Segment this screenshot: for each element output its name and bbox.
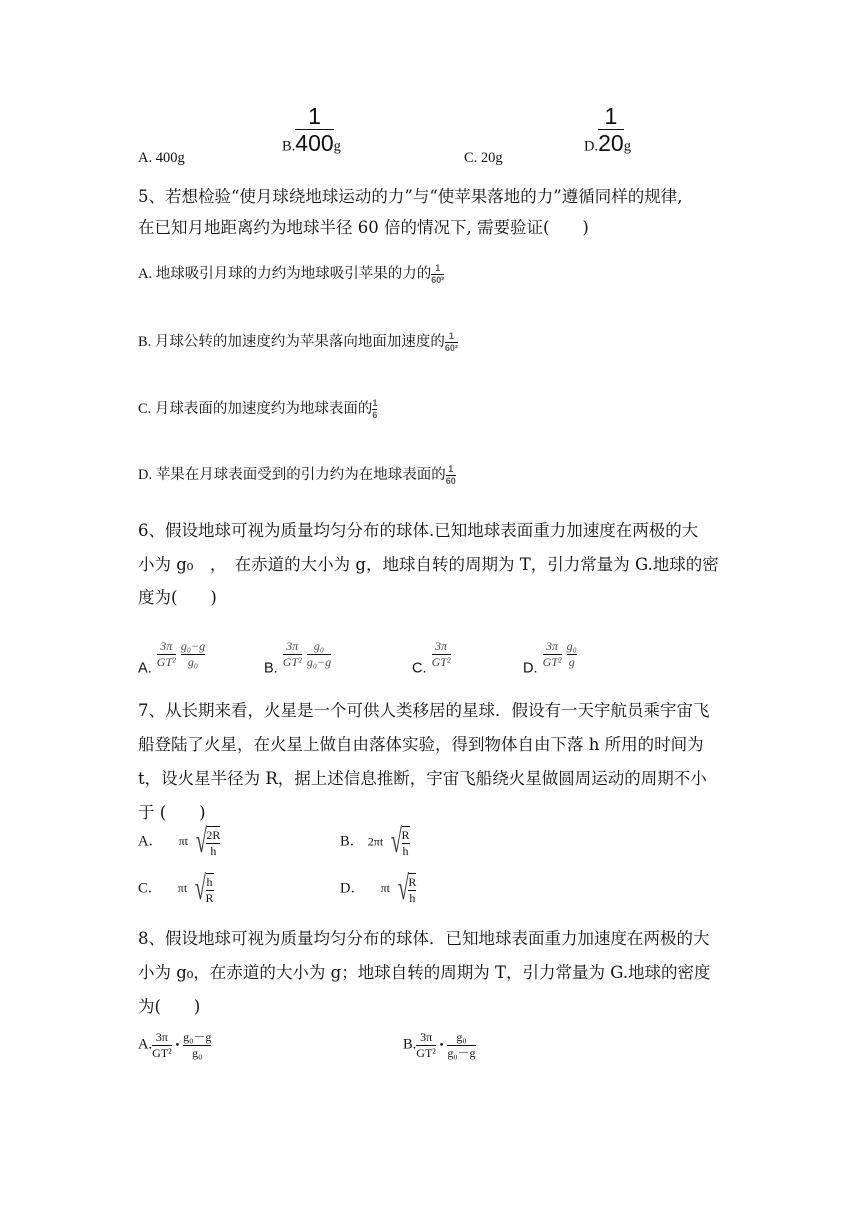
q5-c-denominator: 6 (372, 410, 378, 421)
q5-option-d (138, 463, 456, 487)
q6-line-2: 小为 g₀ ， 在赤道的大小为 g，地球自转的周期为 T，引力常量为 G.地球的密 (138, 555, 719, 574)
q7-option-a: A． πt √ $\frac{2R}{h}$ (138, 823, 221, 860)
q7-b-denominator: h (402, 844, 409, 858)
q7-line-4: 于 ( ) (138, 803, 206, 822)
q4-option-b-fraction (295, 104, 333, 155)
q5-line-1: 5、若想检验“使月球绕地球运动的力”与“使苹果落地的力”遵循同样的规律, (138, 187, 683, 206)
q7-a-coef: πt (178, 834, 189, 849)
q6-d-3pi: 3π (546, 639, 559, 653)
q4-option-d-label: D. (584, 138, 599, 155)
q7-c-label: C． (138, 880, 163, 897)
q4-option-c: C. 20g (464, 150, 503, 166)
q6-b-gt2: GT² (282, 654, 302, 669)
q8-line-2: 小为 g₀，在赤道的大小为 g；地球自转的周期为 T，引力常量为 G.地球的密度 (138, 963, 711, 982)
q6-b-denominator: g₀−g (306, 654, 332, 669)
q7-b-numerator: R (401, 828, 410, 843)
q6-a-denominator: g₀ (187, 654, 199, 669)
q7-b-coef: 2πt (367, 834, 384, 849)
q5-option-c (138, 397, 377, 421)
q5-option-a (138, 262, 444, 286)
q6-a-numerator: g₀−g (180, 639, 206, 653)
q6-d-numerator: g₀ (566, 639, 577, 653)
q8-b-gt2: GT² (416, 1045, 436, 1060)
q5-option-a-text: A. 地球吸引月球的力约为地球吸引苹果的力的 (138, 266, 432, 282)
q5-b-denominator: 60² (444, 343, 458, 354)
q7-a-numerator: 2R (206, 828, 221, 843)
q5-a-numerator: 1 (435, 262, 441, 273)
q6-c-gt2: GT² (431, 654, 451, 669)
q6-a-label: A. (138, 660, 152, 677)
q4-option-d-fraction (598, 104, 624, 155)
q7-a-denominator: h (210, 844, 217, 858)
q7-b-label: B． (340, 833, 365, 850)
q5-c-numerator: 1 (372, 397, 378, 408)
q6-b-numerator: g₀ (313, 639, 325, 653)
q6-option-d (523, 640, 577, 677)
q7-line-2: 船登陆了火星，在火星上做自由落体实验，得到物体自由下落 h 所用的时间为 (138, 735, 704, 754)
q8-a-denominator: g₀ (192, 1045, 203, 1060)
q8-line-1: 8、假设地球可视为质量均匀分布的球体．已知地球表面重力加速度在两极的大 (138, 929, 710, 948)
q6-a-gt2: GT² (156, 654, 176, 669)
q6-line-3: 度为( ) (138, 588, 217, 607)
q4-d-unit: g (623, 138, 631, 155)
q5-d-denominator: 60 (445, 476, 456, 487)
q6-option-a (138, 640, 205, 677)
q6-a-3pi: 3π (160, 639, 173, 653)
q5-option-c-text: C. 月球表面的加速度约为地球表面的 (138, 401, 373, 417)
q7-d-numerator: R (408, 875, 417, 890)
q6-option-c (412, 640, 451, 677)
q7-a-label: A． (138, 833, 163, 850)
q5-d-numerator: 1 (448, 463, 454, 474)
q8-b-denominator: g₀－g (447, 1045, 476, 1060)
q4-d-numerator: 1 (604, 103, 618, 129)
q6-d-denominator: g (568, 654, 575, 669)
q4-option-b (282, 104, 341, 155)
q6-c-label: C. (412, 660, 427, 677)
q7-option-c: C． πt √ $\frac{h}{R}$ (138, 870, 214, 907)
q8-a-label: A. (138, 1036, 153, 1053)
q8-option-a (138, 1031, 211, 1059)
q5-line-2: 在已知月地距离约为地球半径 60 倍的情况下, 需要验证( ) (138, 218, 589, 237)
q4-option-b-label: B. (282, 138, 296, 155)
q6-option-b (264, 640, 331, 677)
q8-a-3pi: 3π (155, 1030, 168, 1044)
q4-d-denominator: 20 (598, 130, 624, 157)
q7-c-coef: πt (177, 881, 188, 896)
q6-d-label: D. (523, 660, 538, 677)
q5-option-b-text: B. 月球公转的加速度约为苹果落向地面加速度的 (138, 334, 445, 350)
q4-b-unit: g (333, 138, 341, 155)
q4-b-numerator: 1 (308, 103, 321, 129)
q8-b-label: B. (403, 1036, 417, 1053)
q5-option-d-text: D. 苹果在月球表面受到的引力约为在地球表面的 (138, 467, 446, 483)
q6-d-gt2: GT² (542, 654, 562, 669)
q7-c-numerator: h (206, 875, 213, 890)
q8-b-3pi: 3π (420, 1030, 433, 1044)
q7-d-coef: πt (380, 881, 391, 896)
q5-option-b (138, 330, 458, 354)
q8-b-numerator: g₀ (456, 1030, 467, 1044)
q8-a-dot: • (175, 1037, 180, 1052)
q4-option-a: A. 400g (138, 150, 185, 166)
q7-line-1: 7、从长期来看，火星是一个可供人类移居的星球．假设有一天宇航员乘宇宙飞 (138, 701, 710, 720)
q5-b-numerator: 1 (448, 330, 454, 341)
q8-option-b (403, 1031, 476, 1059)
q7-option-d: D． πt √ $\frac{R}{h}$ (340, 870, 417, 907)
q8-a-numerator: g₀－g (183, 1030, 212, 1044)
q7-d-label: D． (340, 880, 365, 897)
q6-b-label: B. (264, 660, 278, 677)
q4-option-d (584, 104, 631, 155)
q6-b-3pi: 3π (286, 639, 299, 653)
q8-b-dot: • (439, 1037, 444, 1052)
q7-line-3: t，设火星半径为 R，据上述信息推断，宇宙飞船绕火星做圆周运动的周期不小 (138, 769, 707, 788)
q5-a-denominator: 60² (431, 275, 445, 286)
q4-b-denominator: 400 (295, 130, 334, 157)
q6-c-3pi: 3π (435, 639, 448, 653)
q7-c-denominator: R (205, 891, 214, 905)
q7-option-b: B． 2πt √ $\frac{R}{h}$ (340, 823, 410, 860)
q8-a-gt2: GT² (152, 1045, 172, 1060)
q7-d-denominator: h (409, 891, 416, 905)
q6-line-1: 6、假设地球可视为质量均匀分布的球体.已知地球表面重力加速度在两极的大 (138, 521, 699, 540)
q8-line-3: 为( ) (138, 997, 201, 1016)
